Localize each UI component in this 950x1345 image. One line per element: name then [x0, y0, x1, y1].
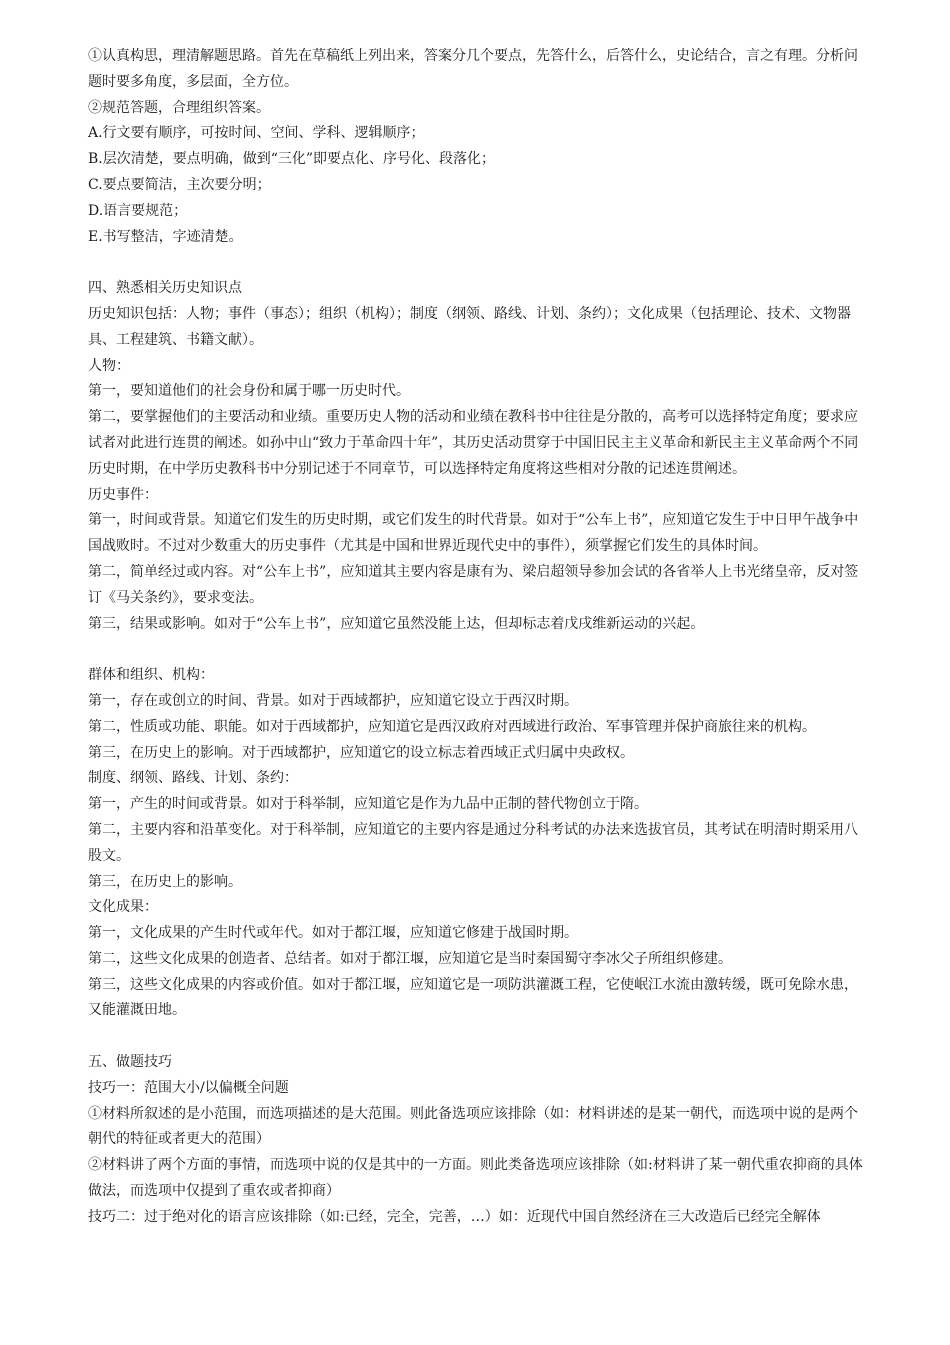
list-item: 第三，在历史上的影响。对于西域都护，应知道它的设立标志着西域正式归属中央政权。 [88, 744, 634, 761]
section-heading: 五、做题技巧 [88, 1054, 172, 1071]
list-item: 第一，要知道他们的社会身份和属于哪一历史时代。 [88, 383, 410, 400]
list-item: 第一，产生的时间或背景。如对于科举制，应知道它是作为九品中正制的替代物创立于隋。 [88, 796, 648, 813]
list-item: 第一，存在或创立的时间、背景。如对于西域都护，应知道它设立于西汉时期。 [88, 692, 578, 709]
spacer [88, 637, 863, 663]
intro-line: ②规范答题，合理组织答案。 [88, 99, 270, 116]
list-item: 第一，时间或背景。知道它们发生的历史时期，或它们发生的时代背景。如对于“公车上书”，应知道它发生于中日甲午战争中国战败时。不过对少数重大的历史事件（尤其是中国和世界近现代史中的事件），须掌握它们发生的具体时间。 [88, 512, 859, 555]
subsection-title: 群体和组织、机构： [88, 667, 214, 684]
section-intro: 历史知识包括：人物；事件（事态）；组织（机构）；制度（纲领、路线、计划、条约）；文化成果（包括理论、技术、文物器具、工程建筑、书籍文献）。 [88, 305, 851, 348]
intro-line: A.行文要有顺序，可按时间、空间、学科、逻辑顺序； [88, 125, 425, 142]
list-item: 第二，要掌握他们的主要活动和业绩。重要历史人物的活动和业绩在教科书中往往是分散的，高考可以选择特定角度；要求应试者对此进行连贯的阐述。如孙中山“致力于革命四十年”，其历史活动贯穿于中国旧民主主义革命和新民主主义革命两个不同历史时期，在中学历史教科书中分别记述于不同章节，可以选择特定角度将这些相对分散的记述连贯阐述。 [88, 409, 859, 477]
spacer [88, 1024, 863, 1050]
subsection-title: 人物： [88, 357, 130, 374]
intro-line: D.语言要规范； [88, 202, 188, 219]
subsection-title: 历史事件： [88, 486, 158, 503]
list-item: 技巧二：过于绝对化的语言应该排除（如:已经，完全，完善，…）如：近现代中国自然经济在三大改造后已经完全解体 [88, 1208, 821, 1225]
intro-line: ①认真构思，理清解题思路。首先在草稿纸上列出来，答案分几个要点，先答什么，后答什么，史论结合，言之有理。分析问题时要多角度，多层面，全方位。 [88, 48, 858, 90]
list-item: 第二，这些文化成果的创造者、总结者。如对于都江堰，应知道它是当时秦国蜀守李冰父子所组织修建。 [88, 950, 732, 967]
intro-line: B.层次清楚，要点明确，做到“三化”即要点化、序号化、段落化； [88, 151, 496, 168]
list-item: ①材料所叙述的是小范围，而选项描述的是大范围。则此备选项应该排除（如：材料讲述的是某一朝代，而选项中说的是两个朝代的特征或者更大的范围） [88, 1105, 858, 1148]
subsection-title: 制度、纲领、路线、计划、条约： [88, 770, 298, 787]
subsection-title: 技巧一：范围大小/以偏概全问题 [88, 1079, 289, 1096]
intro-line: C.要点要简洁，主次要分明； [88, 176, 271, 193]
document-page [88, 44, 863, 1231]
list-item: 第三，这些文化成果的内容或价值。如对于都江堰，应知道它是一项防洪灌溉工程，它使岷江水流由激转缓，既可免除水患，又能灌溉田地。 [88, 976, 858, 1019]
spacer [88, 250, 863, 276]
subsection-title: 文化成果： [88, 899, 158, 916]
list-item: 第一，文化成果的产生时代或年代。如对于都江堰，应知道它修建于战国时期。 [88, 925, 578, 942]
list-item: 第二，主要内容和沿革变化。对于科举制，应知道它的主要内容是通过分科考试的办法来选拔官员，其考试在明清时期采用八股文。 [88, 821, 858, 864]
intro-line: E.书写整洁，字迹清楚。 [88, 228, 243, 245]
list-item: ②材料讲了两个方面的事情，而选项中说的仅是其中的一方面。则此类备选项应该排除（如:材料讲了某一朝代重农抑商的具体做法，而选项中仅提到了重农或者抑商） [88, 1157, 863, 1200]
list-item: 第二，简单经过或内容。对“公车上书”，应知道其主要内容是康有为、梁启超领导参加会试的各省举人上书光绪皇帝，反对签订《马关条约》，要求变法。 [88, 563, 859, 606]
list-item: 第二，性质或功能、职能。如对于西域都护，应知道它是西汉政府对西域进行政治、军事管理并保护商旅往来的机构。 [88, 718, 816, 735]
list-item: 第三，结果或影响。如对于“公车上书”，应知道它虽然没能上达，但却标志着戊戌维新运动的兴起。 [88, 615, 705, 632]
list-item: 第三，在历史上的影响。 [88, 873, 242, 890]
section-heading: 四、熟悉相关历史知识点 [88, 280, 242, 297]
